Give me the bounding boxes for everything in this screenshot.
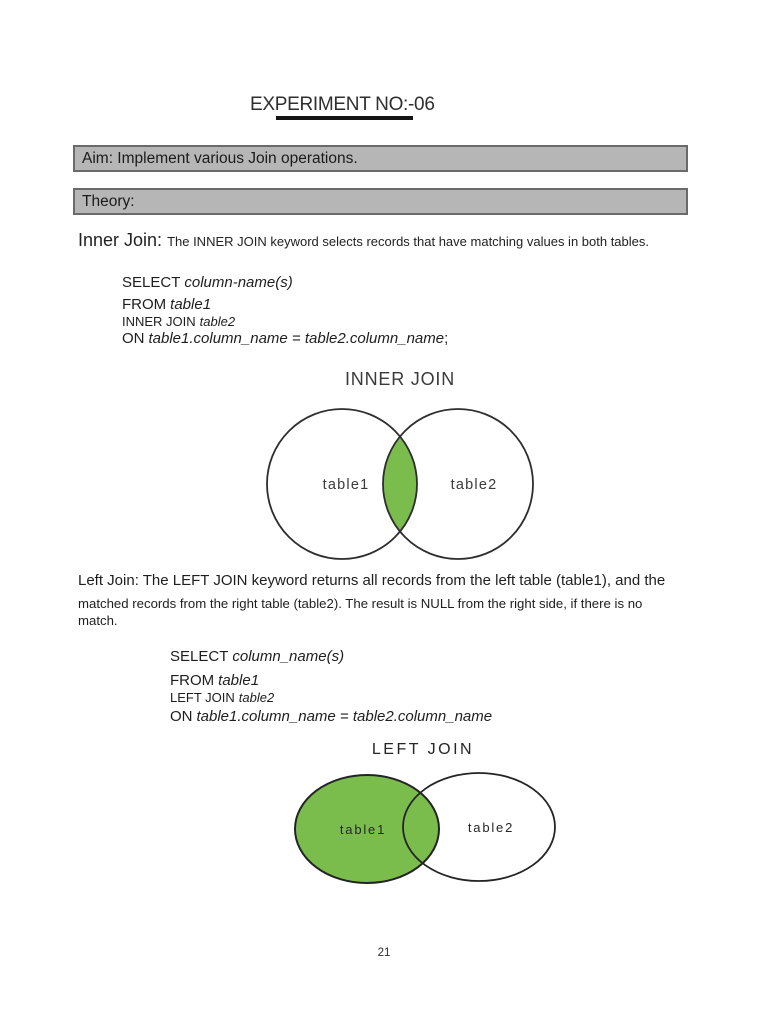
title-underline <box>276 116 413 120</box>
inner-join-intro <box>78 230 649 251</box>
page-number: 21 <box>377 947 391 959</box>
sql-keyword: ON <box>122 330 145 347</box>
left-join-venn-diagram <box>285 768 565 890</box>
page-title: EXPERIMENT NO:-06 <box>250 94 435 115</box>
left-join-sql-block <box>170 648 492 725</box>
sql-line <box>122 313 448 330</box>
sql-operand: table1 <box>170 296 212 313</box>
sql-line <box>122 274 448 291</box>
sql-operand: table1.column_name = table2.column_name <box>148 330 445 347</box>
venn-right-label: table2 <box>467 820 515 835</box>
sql-line <box>170 648 492 665</box>
sql-keyword: LEFT JOIN <box>170 690 235 705</box>
sql-operand: column_name(s) <box>232 648 345 665</box>
sql-operand: table2 <box>238 690 275 705</box>
left-join-diagram-title: LEFT JOIN <box>371 741 475 758</box>
inner-join-venn-diagram <box>255 362 555 567</box>
sql-line <box>122 330 448 347</box>
left-join-paragraph-line: match. <box>78 613 118 628</box>
sql-keyword: ON <box>170 708 193 725</box>
inner-join-heading: Inner Join: <box>78 230 163 250</box>
sql-keyword: SELECT <box>122 274 181 291</box>
sql-keyword: FROM <box>170 672 215 689</box>
sql-line <box>170 689 492 706</box>
left-join-paragraph-line: matched records from the right table (table2). The result is NULL from the right side, if there is no <box>78 596 643 611</box>
sql-operand: column-name(s) <box>184 274 293 291</box>
sql-keyword: SELECT <box>170 648 229 665</box>
left-join-paragraph-line: Left Join: The LEFT JOIN keyword returns all records from the left table (table1), and the <box>78 572 666 589</box>
venn-left-label: table1 <box>322 477 370 493</box>
left-join-intro <box>78 571 665 629</box>
aim-heading-label: Aim: Implement various Join operations. <box>82 150 358 167</box>
sql-operand: table1 <box>218 672 260 689</box>
sql-terminator: ; <box>444 330 449 347</box>
inner-join-description: The INNER JOIN keyword selects records that have matching values in both tables. <box>167 234 650 249</box>
sql-line <box>170 672 492 689</box>
sql-line <box>122 296 448 313</box>
inner-join-diagram-title: INNER JOIN <box>344 369 455 389</box>
inner-join-sql-block <box>122 274 448 347</box>
sql-keyword: INNER JOIN <box>122 314 196 329</box>
theory-heading-box <box>73 188 688 215</box>
sql-line <box>170 708 492 725</box>
venn-left-label: table1 <box>339 822 387 837</box>
venn-right-label: table2 <box>450 477 498 493</box>
sql-operand: table1.column_name = table2.column_name <box>196 708 493 725</box>
theory-heading-label: Theory: <box>82 193 135 210</box>
sql-operand: table2 <box>199 314 236 329</box>
aim-heading-box <box>73 145 688 172</box>
sql-keyword: FROM <box>122 296 167 313</box>
